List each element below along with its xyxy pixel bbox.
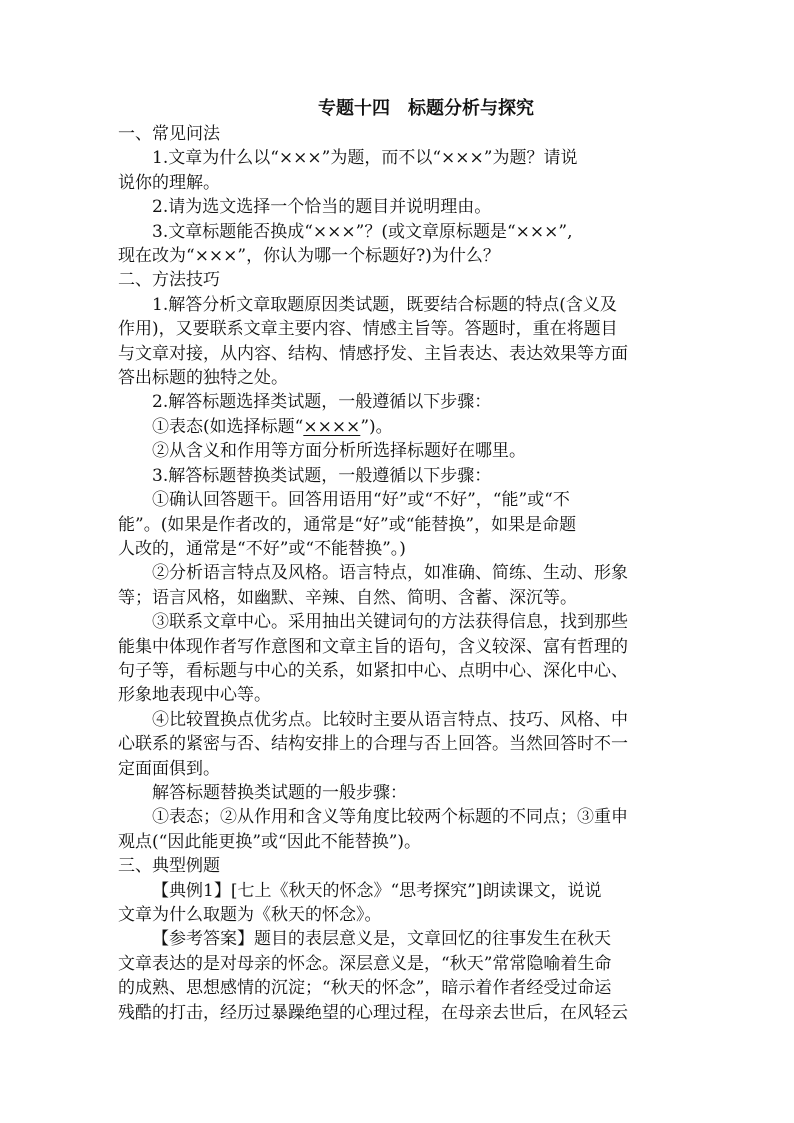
document-text [118,122,678,1025]
text-line: 答出标题的独特之处。 [118,368,288,389]
text-line: 定面面俱到。 [118,758,220,779]
text-line: 人改的，通常是“不好”或“不能替换”。) [118,538,406,559]
text-line: ①表态(如选择标题“××××”)。 [152,416,393,437]
text-line: 说你的理解。 [118,172,220,193]
text-line: 能”。(如果是作者改的，通常是“好”或“能替换”，如果是命题 [118,514,577,535]
text-line: 3.解答标题替换类试题，一般遵循以下步骤： [152,465,492,486]
text-line: ①表态；②从作用和含义等角度比较两个标题的不同点；③重申 [152,807,628,828]
text-line: ①确认回答题干。回答用语用“好”或“不好”，“能”或“不 [152,490,570,511]
text-line: 1.文章为什么以“×××”为题，而不以“×××”为题？请说 [152,148,578,169]
text-line: 1.解答分析文章取题原因类试题，既要结合标题的特点(含义及 [152,294,617,315]
text-line: 现在改为“×××”，你认为哪一个标题好?)为什么？ [118,246,500,267]
text-line: 作用)，又要联系文章主要内容、情感主旨等。答题时，重在将题目 [118,319,618,340]
text-line: 二、方法技巧 [118,270,220,291]
text-line: 的成熟、思想感情的沉淀；“秋天的怀念”，暗示着作者经受过命运 [118,978,612,999]
text-line: 与文章对接，从内容、结构、情感抒发、主旨表达、表达效果等方面 [118,343,628,364]
text-line: 【典例1】[七上《秋天的怀念》“思考探究”]朗读课文，说说 [152,880,602,901]
text-line: 能集中体现作者写作意图和文章主旨的语句，含义较深、富有哲理的 [118,636,628,657]
text-line: 解答标题替换类试题的一般步骤： [152,782,407,803]
text-line: 2.解答标题选择类试题，一般遵循以下步骤： [152,392,492,413]
text-line: ③联系文章中心。采用抽出关键词句的方法获得信息，找到那些 [152,612,628,633]
text-line: 形象地表现中心等。 [118,685,271,706]
text-line: 文章为什么取题为《秋天的怀念》。 [118,905,382,925]
underlined-text: ×××× [303,416,361,437]
text-line: 【参考答案】题目的表层意义是，文章回忆的往事发生在秋天 [152,929,611,950]
text-line: ②从含义和作用等方面分析所选择标题好在哪里。 [152,441,526,462]
text-line: ②分析语言特点及风格。语言特点，如准确、简练、生动、形象 [152,563,628,584]
text-line: 3.文章标题能否换成“×××”？(或文章原标题是“×××”, [152,221,573,242]
text-line: 文章表达的是对母亲的怀念。深层意义是，“秋天”常常隐喻着生命 [118,953,612,974]
text-line: 三、典型例题 [118,856,220,877]
text-line: ④比较置换点优劣点。比较时主要从语言特点、技巧、风格、中 [152,709,628,730]
text-line: 观点(“因此能更换”或“因此不能替换”)。 [118,831,422,852]
text-line: 等；语言风格，如幽默、辛辣、自然、简明、含蓄、深沉等。 [118,587,577,608]
text-line: 心联系的紧密与否、结构安排上的合理与否上回答。当然回答时不一 [118,734,628,755]
text-line: 句子等，看标题与中心的关系，如紧扣中心、点明中心、深化中心、 [118,660,628,681]
text-line: 残酷的打击，经历过暴躁绝望的心理过程，在母亲去世后，在风轻云 [118,1002,628,1023]
document-title: 专题十四 标题分析与探究 [318,98,534,119]
text-line: 2.请为选文选择一个恰当的题目并说明理由。 [152,197,492,218]
document-body [118,96,678,1025]
text-line: 一、常见问法 [118,124,220,144]
